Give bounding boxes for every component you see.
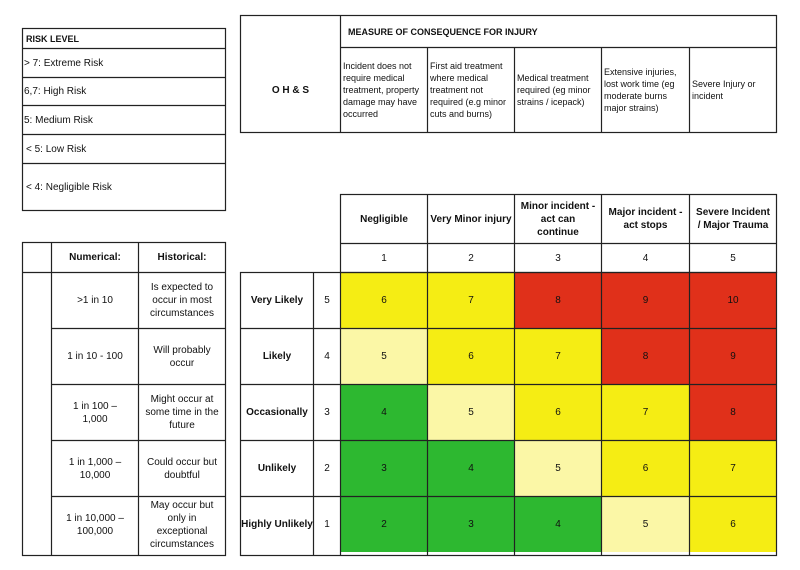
level-number-5: 5 [730,252,736,264]
risk-cell: 8 [602,329,689,384]
level-header-4: Major incident - act stops [608,207,683,231]
consequence-desc-2: First aid treatment where medical treatment not required (e.g minor cuts and burns) [430,61,507,119]
level-number-4: 4 [642,252,649,264]
level-header-1: Negligible [360,213,408,225]
likelihood-label: Likely [262,351,292,362]
risk-cell: 3 [341,441,427,496]
likelihood-historical: Is expected to occur in most circumstances [150,282,214,319]
likelihood-numerical: 1 in 10,000 – 100,000 [66,512,124,537]
likelihood-historical: Could occur but doubtful [146,456,218,481]
likelihood-historical: Might occur at some time in the future [145,394,219,431]
risk-cell: 7 [690,441,776,496]
level-header-3: Minor incident - act can continue [520,200,596,238]
risk-level-medium: 5: Medium Risk [24,114,93,126]
risk-cell: 7 [515,329,601,384]
risk-level-low: < 5: Low Risk [26,143,87,155]
likelihood-score: 5 [324,295,330,306]
likelihood-numerical: 1 in 1,000 – 10,000 [68,456,122,481]
likelihood-label: Very Likely [250,295,304,306]
risk-cell: 8 [690,385,776,440]
risk-cell: 4 [515,497,601,552]
risk-cell: 5 [341,329,427,384]
level-number-3: 3 [555,252,561,264]
level-number-1: 1 [381,252,387,264]
likelihood-label: Occasionally [246,407,308,418]
risk-cell: 5 [428,385,514,440]
risk-cell: 5 [515,441,601,496]
likelihood-numerical: >1 in 10 [77,295,113,306]
historical-header: Historical: [157,252,207,263]
ohs-label: O H & S [271,84,310,96]
risk-cell: 6 [341,273,427,328]
likelihood-score: 3 [324,407,330,418]
level-number-2: 2 [468,252,474,264]
risk-level-title: RISK LEVEL [26,33,80,44]
risk-cell: 2 [341,497,427,552]
risk-cell: 3 [428,497,514,552]
risk-cell: 6 [515,385,601,440]
consequence-desc-5: Severe Injury or incident [692,79,756,101]
likelihood-label: Unlikely [257,463,297,474]
risk-cell: 6 [428,329,514,384]
consequence-title: MEASURE OF CONSEQUENCE FOR INJURY [348,26,538,37]
consequence-desc-3: Medical treatment required (eg minor strains / icepack) [517,73,591,107]
risk-cell: 7 [602,385,689,440]
risk-cell: 9 [602,273,689,328]
likelihood-historical: Will probably occur [153,344,211,369]
risk-cell: 4 [341,385,427,440]
risk-cell: 7 [428,273,514,328]
risk-cell: 5 [602,497,689,552]
likelihood-score: 4 [324,351,330,362]
likelihood-score: 1 [324,519,330,530]
level-header-2: Very Minor injury [430,213,512,225]
risk-level-negligible: < 4: Negligible Risk [26,181,112,193]
risk-cell: 10 [690,273,776,328]
consequence-desc-1: Incident does not require medical treatment, property damage may have occurred [343,61,420,119]
likelihood-historical: May occur but only in exceptional circumstances [150,499,214,550]
risk-level-extreme: > 7: Extreme Risk [24,57,104,69]
risk-level-high: 6,7: High Risk [24,86,87,97]
likelihood-numerical: 1 in 10 - 100 [67,351,123,362]
risk-cell: 6 [690,497,776,552]
numerical-header: Numerical: [69,252,121,263]
likelihood-score: 2 [324,463,330,474]
risk-cell: 4 [428,441,514,496]
consequence-desc-4: Extensive injuries, lost work time (eg moderate burns major strains) [604,67,677,113]
likelihood-label: Highly Unlikely [241,519,313,530]
risk-cell: 8 [515,273,601,328]
level-header-5: Severe Incident / Major Trauma [696,207,770,231]
likelihood-numerical: 1 in 100 – 1,000 [73,400,117,425]
risk-cell: 9 [690,329,776,384]
risk-cell: 6 [602,441,689,496]
